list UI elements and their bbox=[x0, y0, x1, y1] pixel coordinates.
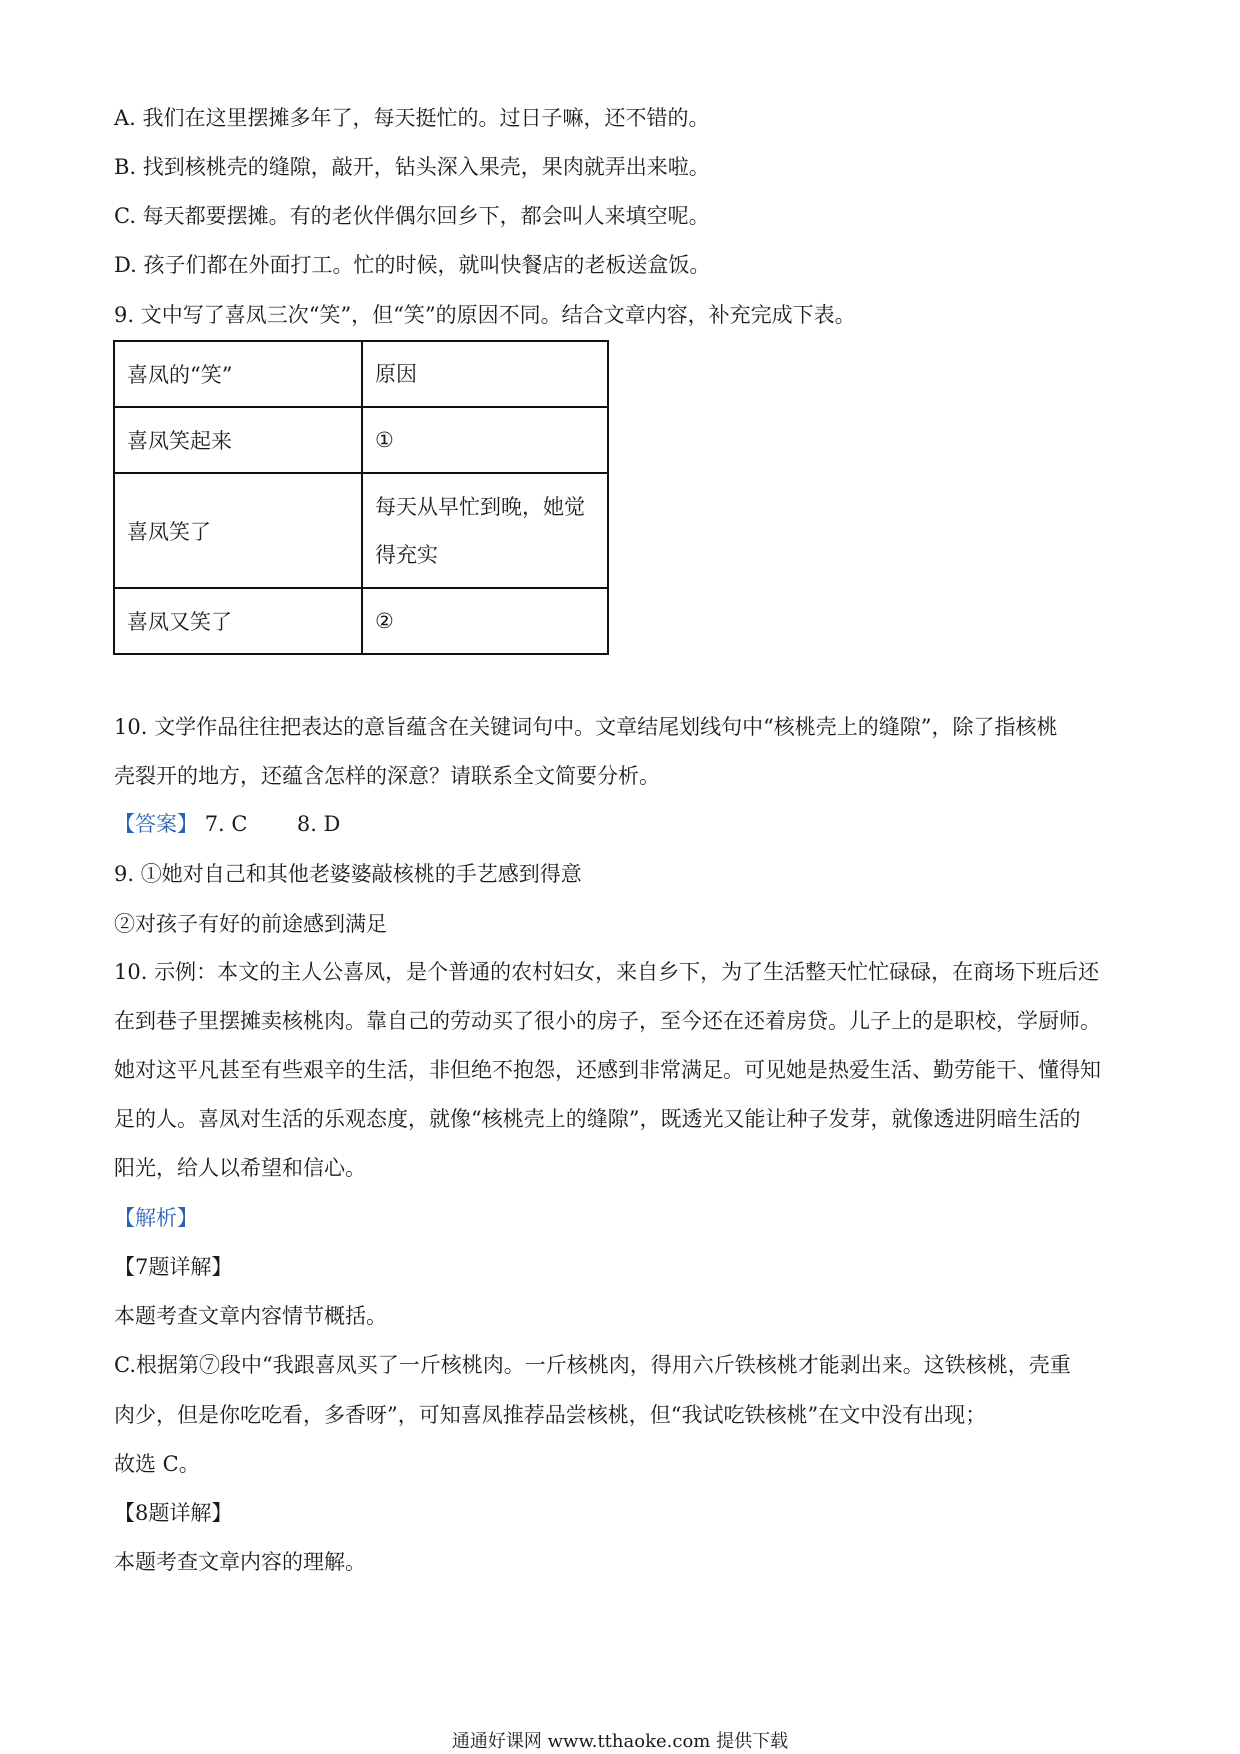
answer-tag: 【答案】 bbox=[114, 812, 198, 836]
answer-10-line-4: 足的人。喜凤对生活的乐观态度，就像“核桃壳上的缝隙”，既透光又能让种子发芽，就像透进阴暗生活的 bbox=[114, 1107, 1081, 1131]
answer-9-line-2: ②对孩子有好的前途感到满足 bbox=[114, 912, 387, 936]
table-cell: ① bbox=[362, 407, 608, 473]
table-header-reason: 原因 bbox=[362, 341, 608, 407]
table-cell bbox=[362, 473, 608, 588]
analysis-7-heading: 【7题详解】 bbox=[114, 1255, 233, 1279]
analysis-8-heading: 【8题详解】 bbox=[114, 1501, 233, 1525]
table-cell: 喜凤笑了 bbox=[114, 473, 362, 588]
analysis-8-body-1: 本题考查文章内容的理解。 bbox=[114, 1550, 366, 1574]
answer-10-line-5: 阳光，给人以希望和信心。 bbox=[114, 1156, 366, 1180]
question-10-line-1: 10. 文学作品往往把表达的意旨蕴含在关键词句中。文章结尾划线句中“核桃壳上的缝隙”，除了指核桃 bbox=[114, 715, 1058, 739]
table-cell: 喜凤又笑了 bbox=[114, 588, 362, 654]
table-header-laugh: 喜凤的“笑” bbox=[114, 341, 362, 407]
option-d: D. 孩子们都在外面打工。忙的时候，就叫快餐店的老板送盒饭。 bbox=[114, 253, 711, 277]
table-cell: 喜凤笑起来 bbox=[114, 407, 362, 473]
analysis-7-body-4: 故选 C。 bbox=[114, 1452, 200, 1476]
answer-10-line-2: 在到巷子里摆摊卖核桃肉。靠自己的劳动买了很小的房子，至今还在还着房贷。儿子上的是职校，学厨师。 bbox=[114, 1009, 1101, 1033]
answer-9-line-1: 9. ①她对自己和其他老婆婆敲核桃的手艺感到得意 bbox=[114, 862, 582, 886]
question-9: 9. 文中写了喜凤三次“笑”，但“笑”的原因不同。结合文章内容，补充完成下表。 bbox=[114, 303, 856, 327]
table-cell-line: 得充实 bbox=[375, 542, 438, 567]
answer-10-line-3: 她对这平凡甚至有些艰辛的生活，非但绝不抱怨，还感到非常满足。可见她是热爱生活、勤劳能干、懂得知 bbox=[114, 1058, 1101, 1082]
laugh-reason-table bbox=[113, 340, 609, 655]
analysis-7-body-2: C.根据第⑦段中“我跟喜凤买了一斤核桃肉。一斤核桃肉，得用六斤铁核桃才能剥出来。这铁核桃，壳重 bbox=[114, 1353, 1071, 1377]
table-row bbox=[114, 407, 608, 473]
analysis-tag: 【解析】 bbox=[114, 1206, 198, 1230]
table-cell-line: 每天从早忙到晚，她觉 bbox=[375, 494, 585, 519]
table-header-row bbox=[114, 341, 608, 407]
option-c: C. 每天都要摆摊。有的老伙伴偶尔回乡下，都会叫人来填空呢。 bbox=[114, 204, 710, 228]
question-10-line-2: 壳裂开的地方，还蕴含怎样的深意？请联系全文简要分析。 bbox=[114, 764, 660, 788]
page-footer: 通通好课网 www.tthaoke.com 提供下载 bbox=[451, 1731, 789, 1752]
analysis-7-body-1: 本题考查文章内容情节概括。 bbox=[114, 1304, 387, 1328]
table-row bbox=[114, 588, 608, 654]
table-cell: ② bbox=[362, 588, 608, 654]
answer-line bbox=[114, 809, 340, 839]
option-a: A. 我们在这里摆摊多年了，每天挺忙的。过日子嘛，还不错的。 bbox=[114, 106, 710, 130]
analysis-7-body-3: 肉少，但是你吃吃看，多香呀”，可知喜凤推荐品尝核桃，但“我试吃铁核桃”在文中没有出现； bbox=[114, 1403, 987, 1427]
answer-8: 8. D bbox=[296, 812, 341, 836]
answer-10-line-1: 10. 示例：本文的主人公喜凤，是个普通的农村妇女，来自乡下，为了生活整天忙忙碌碌，在商场下班后还 bbox=[114, 960, 1100, 984]
answer-7: 7. C bbox=[204, 812, 248, 836]
table-row bbox=[114, 473, 608, 588]
option-b: B. 找到核桃壳的缝隙，敲开，钻头深入果壳，果肉就弄出来啦。 bbox=[114, 155, 710, 179]
